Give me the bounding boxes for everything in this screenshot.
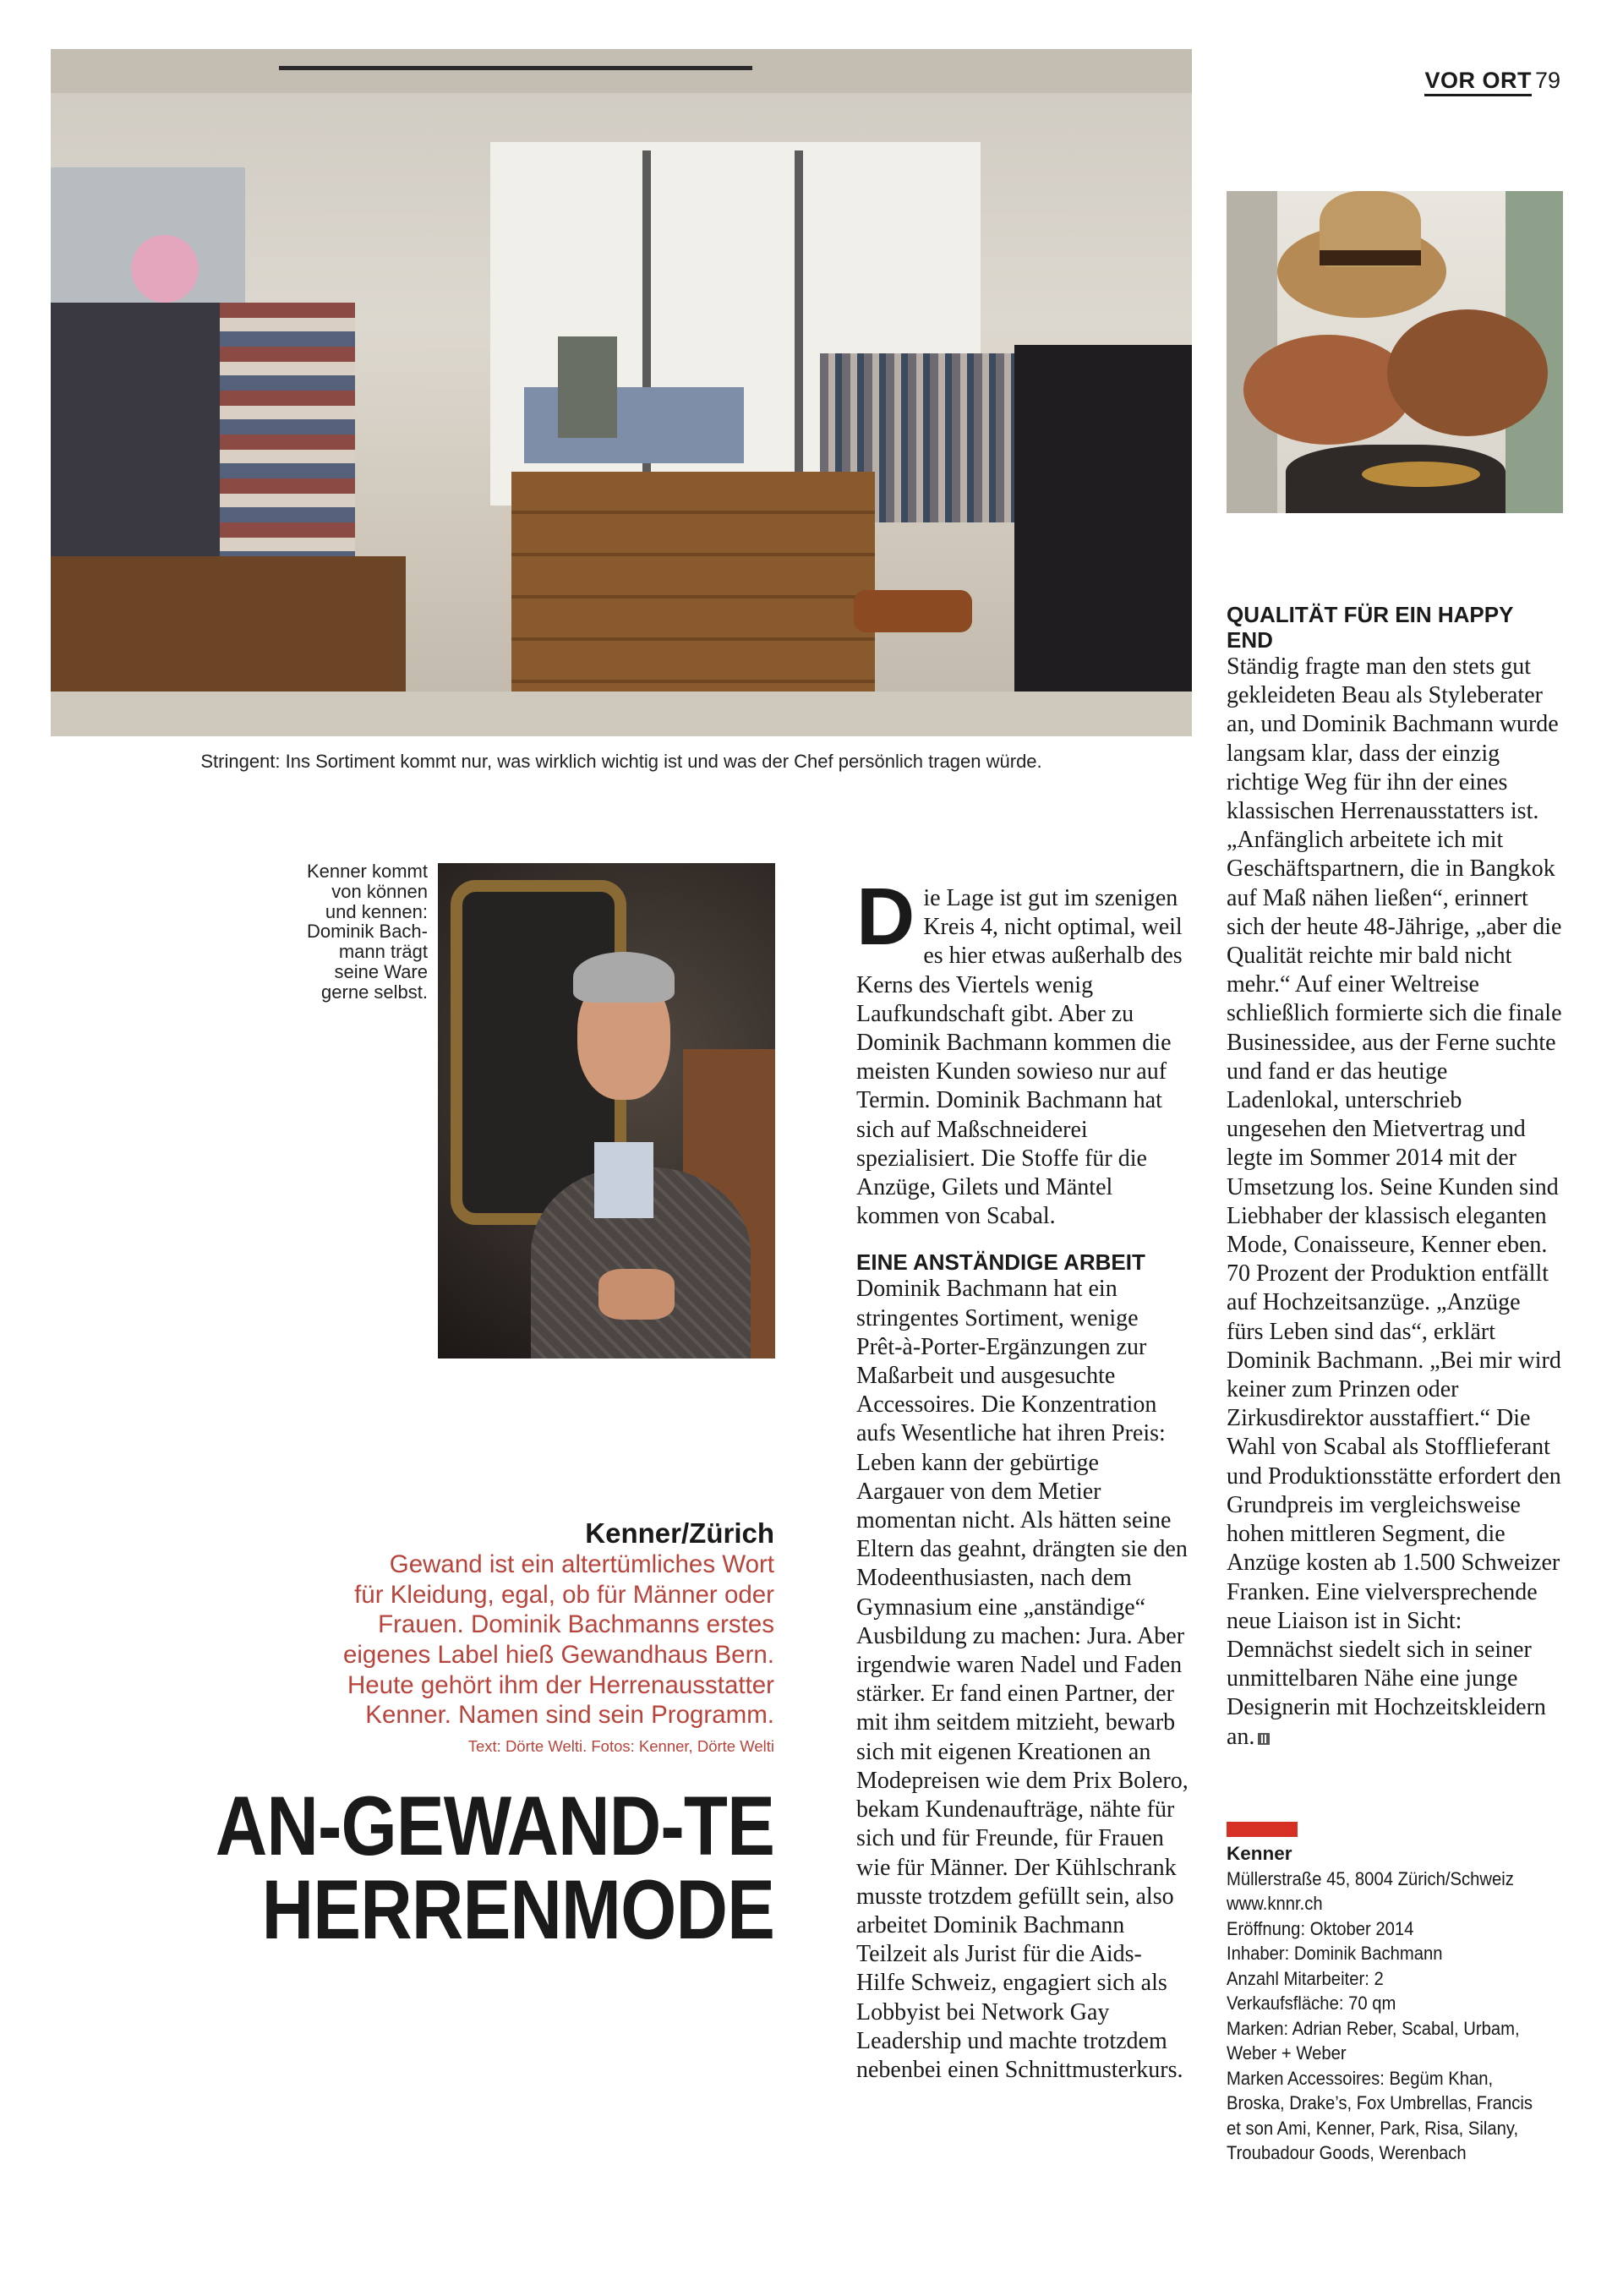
body-text: Ständig fragte man den stets gut gekleideten Beau als Styleberater an, und Dominik Bachmann wurde langsam klar, dass der einzig richtige Weg für ihn der eines klassischen Herrenausstatters ist. „Anfänglich arbeitete ich mit Geschäftspartnern, die in Bangkok auf Maß nähen ließen“, erinnert sich der heute 48-Jährige, „aber die Qualität reichte mir bald nicht mehr.“ Auf einer Weltreise schließlich formierte sich die finale Businessidee, aus der Ferne suchte und fand er das heutige Ladenlokal, unterschrieb ungesehen den Mietvertrag und legte im Sommer 2014 mit der Umsetzung los. Seine Kunden sind Liebhaber der klassisch eleganten Mode, Conaisseure, Kenner eben. 70 Prozent der Produktion entfällt auf Hochzeitsanzüge. „Anzüge fürs Leben sind das“, erklärt Dominik Bachmann. „Bei mir wird keiner zum Prinzen oder Zirkusdirektor ausstaffiert.“ Die Wahl von Scabal als Stofflieferant und Produktionsstätte erfordert den Grundpreis im vergleichsweise hohen mittleren Segment, die Anzüge kosten ab 1.500 Schweizer Franken. Eine vielversprechende neue Liaison ist in Sicht: Demnächst siedelt sich in seiner unmittelbaren Nähe eine junge Designerin mit Hochzeitskleidern an.	[1227, 653, 1562, 1750]
lead-line: Gewand ist ein altertümliches Wort	[389, 1550, 774, 1578]
infobox-area: Verkaufsfläche: 70 qm	[1227, 1993, 1396, 2014]
caption-line: seine Ware	[334, 960, 428, 982]
shop-interior-photo	[51, 49, 1192, 736]
body-paragraph: Dominik Bachmann hat ein stringentes Sortiment, wenige Prêt-à-Porter-Ergänzungen zur Maßarbeit und ausgesuchte Accessoires. Die Konzentration aufs Wesentliche hat ihren Preis: Leben kann der gebürtige Aargauer von dem Metier momentan nicht. Als hätten seine Eltern das geahnt, drängten sie den Modeenthusiasten, nach dem Gymnasium eine „anständige“ Ausbildung zu machen: Jura. Aber irgendwie waren Nadel und Faden stärker. Er fand einen Partner, der mit ihm seitdem mitzieht, bewarb sich mit eigenen Kreationen an Modepreisen wie dem Prix Bolero, bekam Kundenaufträge, nähte für sich und für Freunde, für Frauen wie für Männer. Der Kühlschrank musste trotzdem gefüllt sein, also arbeitet Dominik Bachmann Teilzeit als Jurist für die Aids-Hilfe Schweiz, engagiert sich als Lobbyist bei Network Gay Leadership und machte trotzdem nebenbei einen Schnittmusterkurs.	[856, 1276, 1189, 2083]
lead-line: Frauen. Dominik Bachmanns erstes	[378, 1610, 774, 1639]
infobox-line	[1227, 1966, 1563, 1992]
caption-line: Dominik Bach-	[306, 921, 428, 943]
article-kicker: Kenner/Zürich	[585, 1517, 774, 1549]
infobox-owner: Inhaber: Dominik Bachmann	[1227, 1943, 1443, 1964]
hats-photo	[1227, 191, 1563, 513]
caption-line: von können	[331, 880, 428, 902]
headline-line: HERRENMODE	[261, 1862, 775, 1956]
infobox-accessory-brands-cont: Broska, Drake’s, Fox Umbrellas, Francis	[1227, 2092, 1533, 2113]
photo-text-credit: Text: Dörte Welti. Fotos: Kenner, Dörte Welti	[467, 1737, 774, 1755]
shop-infobox	[1227, 1841, 1563, 2166]
subhead-anstaendige-arbeit: EINE ANSTÄNDIGE ARBEIT	[856, 1249, 1145, 1276]
infobox-line	[1227, 2016, 1563, 2042]
infobox-accessory-brands: Marken Accessoires: Begüm Khan,	[1227, 2067, 1494, 2089]
page-number: 79	[1534, 68, 1560, 93]
infobox-staff: Anzahl Mitarbeiter: 2	[1227, 1967, 1384, 1989]
infobox-line	[1227, 1916, 1563, 1942]
headline-line: AN-GEWAND-TE	[215, 1779, 775, 1872]
shop-photo-caption: Stringent: Ins Sortiment kommt nur, was wirklich wichtig ist und was der Chef persönlich tragen würde.	[200, 751, 1042, 772]
infobox-line	[1227, 2041, 1563, 2066]
infobox-line	[1227, 2066, 1563, 2091]
end-of-article-icon	[1258, 1733, 1270, 1745]
portrait-caption	[262, 861, 428, 1002]
body-column-1	[856, 872, 1190, 2085]
infobox-opening: Eröffnung: Oktober 2014	[1227, 1917, 1414, 1939]
infobox-shop-name: Kenner	[1227, 1843, 1292, 1864]
article-headline	[210, 1779, 775, 1956]
infobox-brands: Marken: Adrian Reber, Scabal, Urbam,	[1227, 2017, 1520, 2039]
caption-line: mann trägt	[338, 941, 428, 962]
lead-line: eigenes Label hieß Gewandhaus Bern.	[342, 1641, 774, 1670]
lead-line: Kenner. Namen sind sein Programm.	[365, 1701, 774, 1730]
infobox-website: www.knnr.ch	[1227, 1893, 1323, 1914]
intro-paragraph	[856, 872, 1190, 1231]
lead-line: für Kleidung, egal, ob für Männer oder	[354, 1580, 774, 1609]
intro-text: ie Lage ist gut im szenigen Kreis 4, nicht optimal, weil es hier etwas außerhalb des Kerns des Viertels wenig Laufkundschaft gibt. Aber zu Dominik Bachmann kommen die meisten Kunden sowieso nur auf Termin. Dominik Bachmann hat sich auf Maßschneiderei spezialisiert. Die Stoffe für die Anzüge, Gilets und Mäntel kommen von Scabal.	[856, 885, 1183, 1230]
subhead-happy-end: QUALITÄT FÜR EIN HAPPY END	[1227, 602, 1513, 653]
infobox-line	[1227, 2116, 1563, 2141]
caption-line: Kenner kommt	[306, 861, 428, 882]
caption-line: und kennen:	[325, 900, 428, 922]
section-label: VOR ORT	[1424, 68, 1532, 96]
infobox-line	[1227, 1867, 1563, 1892]
infobox-line	[1227, 1991, 1563, 2016]
infobox-accent-bar	[1227, 1822, 1298, 1837]
infobox-line	[1227, 1891, 1563, 1916]
article-lead	[254, 1550, 774, 1730]
infobox-brands-cont: Weber + Weber	[1227, 2042, 1347, 2064]
portrait-photo	[438, 863, 775, 1358]
infobox-line	[1227, 2140, 1563, 2166]
body-paragraph	[1227, 653, 1563, 1752]
infobox-accessory-brands-cont: Troubadour Goods, Werenbach	[1227, 2142, 1467, 2163]
infobox-accessory-brands-cont: et son Ami, Kenner, Park, Risa, Silany,	[1227, 2117, 1519, 2139]
infobox-line	[1227, 1941, 1563, 1966]
infobox-address: Müllerstraße 45, 8004 Zürich/Schweiz	[1227, 1867, 1514, 1889]
infobox-line	[1227, 2091, 1563, 2116]
body-column-2	[1227, 602, 1563, 1752]
drop-cap: D	[856, 872, 915, 962]
running-head	[1424, 68, 1560, 94]
caption-line: gerne selbst.	[321, 981, 428, 1003]
lead-line: Heute gehört ihm der Herrenausstatter	[347, 1670, 774, 1699]
